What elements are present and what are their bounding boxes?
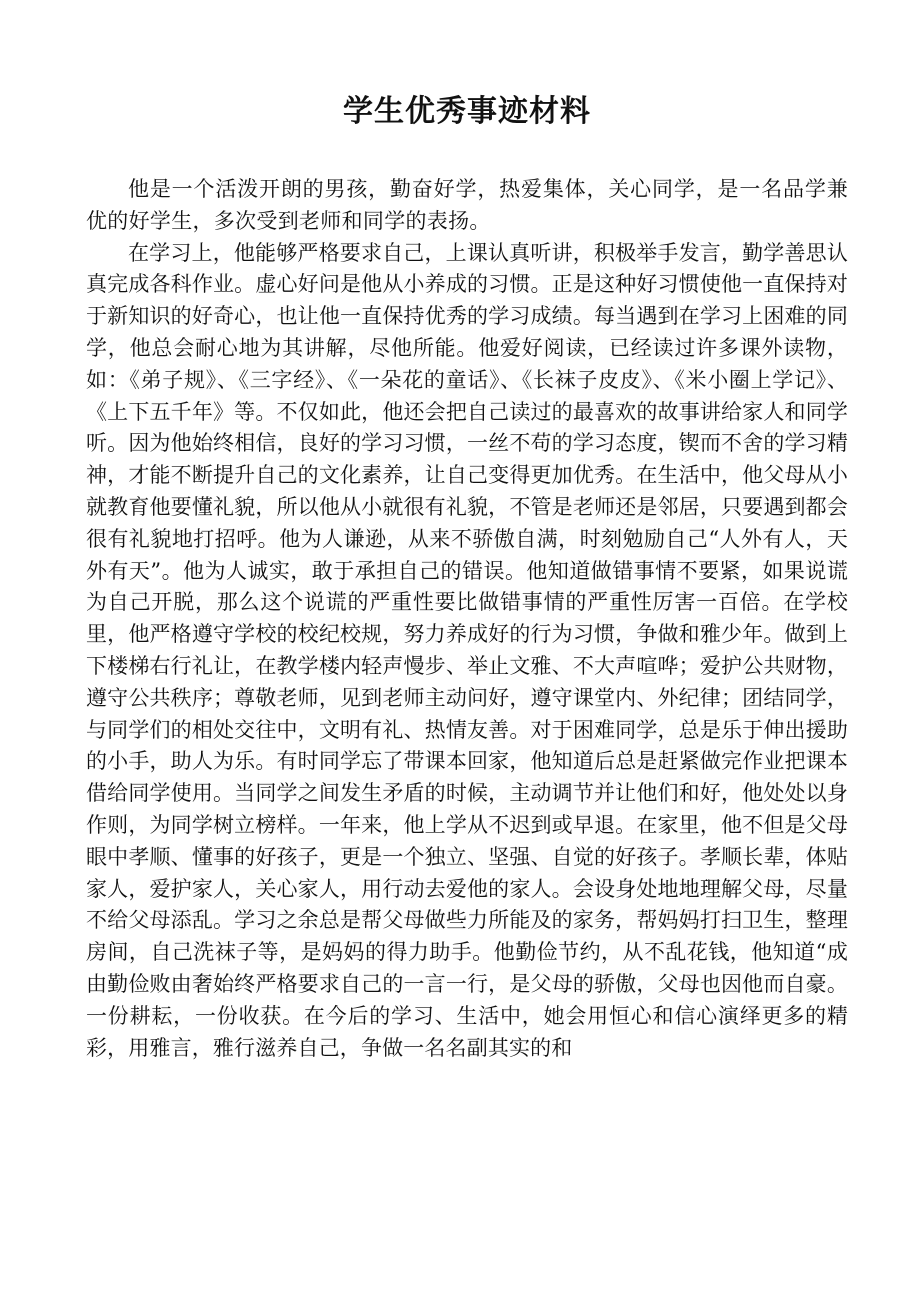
document-title: 学生优秀事迹材料: [343, 94, 591, 129]
body-paragraph: 在学习上，他能够严格要求自己，上课认真听讲，积极举手发言，勤学善思认真完成各科作业。虚心好问是他从小养成的习惯。正是这种好习惯使他一直保持对于新知识的好奇心，也让他一直保持优秀的学习成绩。每当遇到在学习上困难的同学，他总会耐心地为其讲解，尽他所能。他爱好阅读，已经读过许多课外读物，如：《弟子规》、《三字经》、《一朵花的童话》、《长袜子皮皮》、《米小圈上学记》、《上下五千年》等。不仅如此，他还会把自己读过的最喜欢的故事讲给家人和同学听。因为他始终相信，良好的学习习惯，一丝不苟的学习态度，锲而不舍的学习精神，才能不断提升自己的文化素养，让自己变得更加优秀。在生活中，他父母从小就教育他要懂礼貌，所以他从小就很有礼貌，不管是老师还是邻居，只要遇到都会很有礼貌地打招呼。他为人谦逊，从来不骄傲自满，时刻勉励自己“人外有人，天外有天”。他为人诚实，敢于承担自己的错误。他知道做错事情不要紧，如果说谎为自己开脱，那么这个说谎的严重性要比做错事情的严重性厉害一百倍。在学校里，他严格遵守学校的校纪校规，努力养成好的行为习惯，争做和雅少年。做到上下楼梯右行礼让，在教学楼内轻声慢步、举止文雅、不大声喧哗；爱护公共财物，遵守公共秩序；尊敬老师，见到老师主动问好，遵守课堂内、外纪律；团结同学，与同学们的相处交往中，文明有礼、热情友善。对于困难同学，总是乐于伸出援助的小手，助人为乐。有时同学忘了带课本回家，他知道后总是赶紧做完作业把课本借给同学使用。当同学之间发生矛盾的时候，主动调节并让他们和好，他处处以身作则，为同学树立榜样。一年来，他上学从不迟到或早退。在家里，他不但是父母眼中孝顺、懂事的好孩子，更是一个独立、坚强、自觉的好孩子。孝顺长辈，体贴家人，爱护家人，关心家人，用行动去爱他的家人。会设身处地地理解父母，尽量不给父母添乱。学习之余总是帮父母做些力所能及的家务，帮妈妈打扫卫生，整理房间，自己洗袜子等，是妈妈的得力助手。他勤俭节约，从不乱花钱，他知道“成由勤俭败由奢始终严格要求自己的一言一行，是父母的骄傲，父母也因他而自豪。一份耕耘，一份收获。在今后的学习、生活中，她会用恒心和信心演绎更多的精彩，用雅言，雅行滋养自己，争做一名名副其实的和: [86, 240, 848, 1060]
intro-paragraph: 他是一个活泼开朗的男孩，勤奋好学，热爱集体，关心同学，是一名品学兼优的好学生，多次受到老师和同学的表扬。: [86, 177, 848, 233]
